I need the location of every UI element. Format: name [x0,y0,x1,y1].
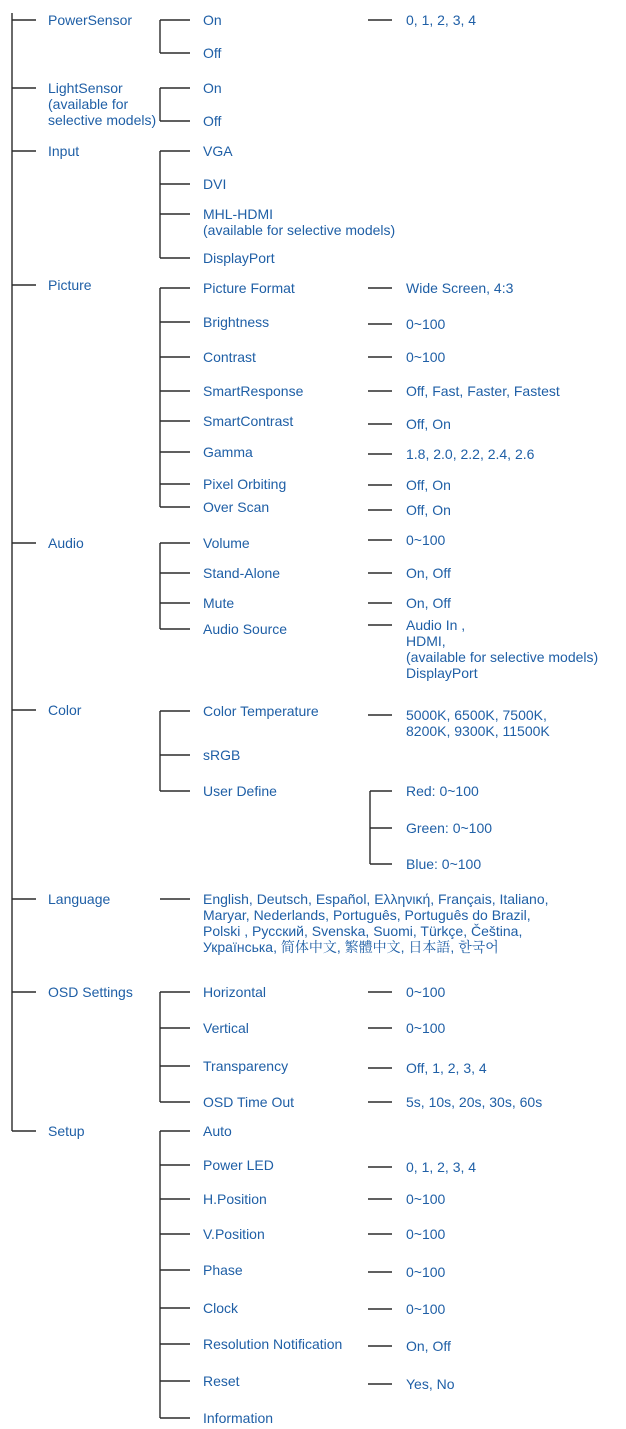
submenu-item: Information [203,1410,274,1426]
menu-item-5: Color [48,702,82,718]
submenu-item: On [203,12,222,28]
submenu-item: Audio Source [203,621,288,637]
submenu-item: Color Temperature [203,703,319,719]
submenu-item: Phase [203,1262,243,1278]
submenu-item: On [203,80,222,96]
submenu-item: Auto [203,1123,232,1139]
menu-item-1: LightSensor (available for selective models) [48,80,157,128]
option-values: On, Off [406,595,451,611]
option-values: Off, On [406,502,451,518]
submenu-item: V.Position [203,1226,265,1242]
option-values: 0~100 [406,349,446,365]
option-values: Audio In , HDMI, (available for selective models) DisplayPort [406,617,599,681]
option-values: 0~100 [406,984,446,1000]
submenu-item: sRGB [203,747,241,763]
submenu-item: Horizontal [203,984,267,1000]
option-values: Off, On [406,416,451,432]
submenu-item: Power LED [203,1157,274,1173]
option-values: 0~100 [406,1020,446,1036]
submenu-item: Brightness [203,314,270,330]
submenu-item: SmartResponse [203,383,304,399]
submenu-item: Pixel Orbiting [203,476,287,492]
submenu-item: User Define [203,783,277,799]
menu-item-3: Picture [48,277,92,293]
menu-item-7: OSD Settings [48,984,133,1000]
submenu-item: Stand-Alone [203,565,281,581]
option-values: Yes, No [406,1376,455,1392]
submenu-item: OSD Time Out [203,1094,295,1110]
submenu-item: Picture Format [203,280,295,296]
submenu-item: SmartContrast [203,413,294,429]
option-values: On, Off [406,565,451,581]
option-values: 0~100 [406,1264,446,1280]
submenu-item: Off [203,113,222,129]
submenu-item: Contrast [203,349,256,365]
option-values: Off, 1, 2, 3, 4 [406,1060,487,1076]
option-values: 0, 1, 2, 3, 4 [406,1159,477,1175]
option-values: Off, Fast, Faster, Fastest [406,383,560,399]
submenu-item: Off [203,45,222,61]
option-values: On, Off [406,1338,451,1354]
option-values: 0~100 [406,1191,446,1207]
option-values: Off, On [406,477,451,493]
option-values: 5000K, 6500K, 7500K, 8200K, 9300K, 11500K [406,707,550,739]
submenu-item: Clock [203,1300,239,1316]
option-values: 0~100 [406,532,446,548]
menu-item-6: Language [48,891,111,907]
submenu-item: Volume [203,535,250,551]
option-values: 0~100 [406,1301,446,1317]
option-values: 1.8, 2.0, 2.2, 2.4, 2.6 [406,446,535,462]
submenu-item: Gamma [203,444,253,460]
menu-item-4: Audio [48,535,84,551]
menu-item-0: PowerSensor [48,12,133,28]
submenu-item: Over Scan [203,499,270,515]
submenu-item: Vertical [203,1020,249,1036]
submenu-item: Resolution Notification [203,1336,343,1352]
option-values: 0~100 [406,316,446,332]
user-define-value: Red: 0~100 [406,783,479,799]
language-list: English, Deutsch, Español, Ελληνική, Français, Italiano, Maryar, Nederlands, Português, Português do Brazil, Polski , Русский, Svenska, Suomi, Türkçe, Čeština, Українська, 简体中文, 繁體中文, 日本語, 한국어 [203,891,549,955]
option-values: 0~100 [406,1226,446,1242]
option-values: 5s, 10s, 20s, 30s, 60s [406,1094,543,1110]
option-values: 0, 1, 2, 3, 4 [406,12,477,28]
submenu-item: Transparency [203,1058,289,1074]
user-define-value: Green: 0~100 [406,820,493,836]
submenu-item: Reset [203,1373,240,1389]
menu-item-8: Setup [48,1123,85,1139]
submenu-item: Mute [203,595,235,611]
user-define-value: Blue: 0~100 [406,856,482,872]
submenu-item: DisplayPort [203,250,275,266]
submenu-item: MHL-HDMI (available for selective models) [203,206,396,238]
option-values: Wide Screen, 4:3 [406,280,514,296]
menu-item-2: Input [48,143,80,159]
submenu-item: DVI [203,176,227,192]
submenu-item: H.Position [203,1191,267,1207]
submenu-item: VGA [203,143,233,159]
